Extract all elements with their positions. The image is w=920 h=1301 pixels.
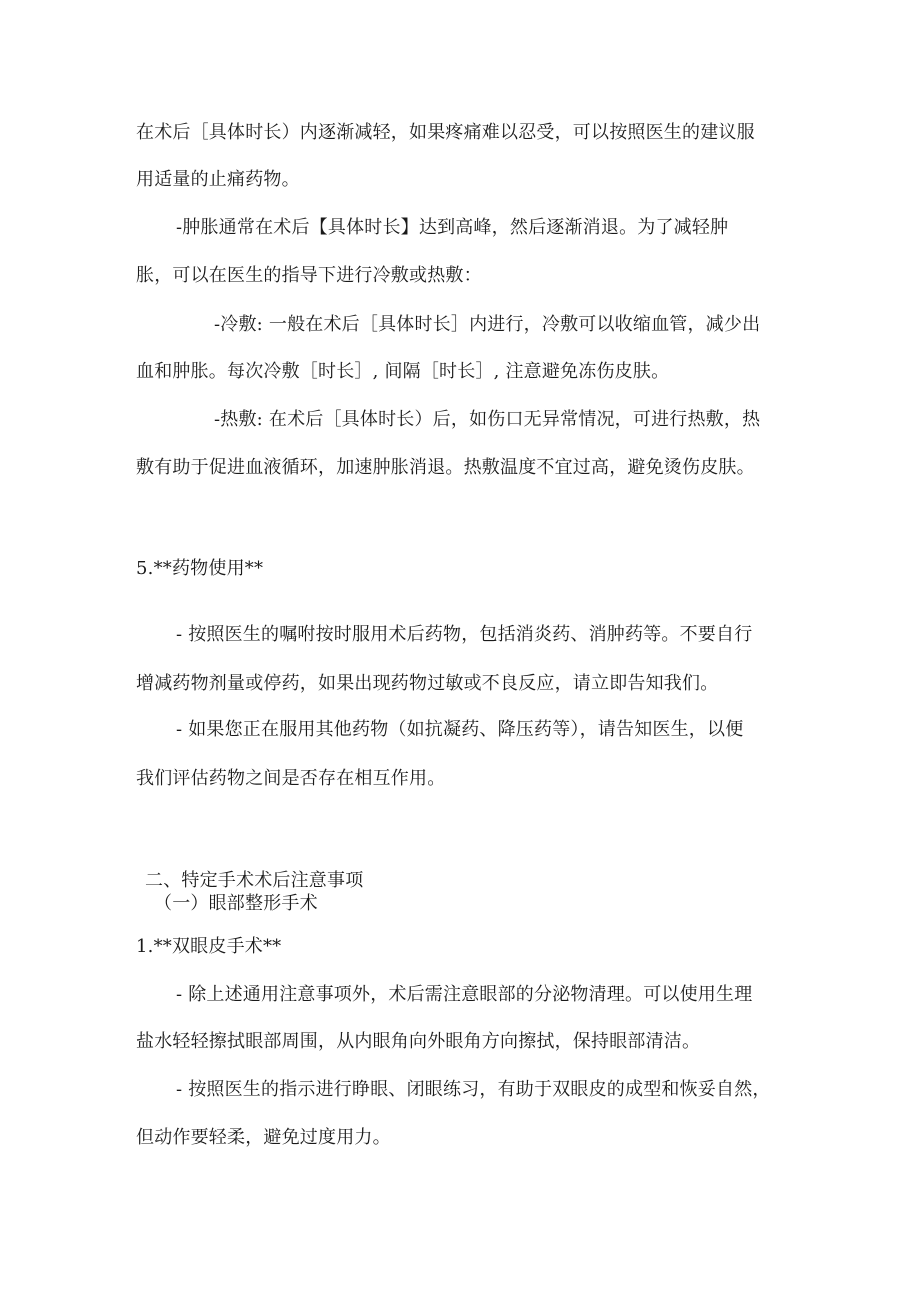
text-line-5: -冷敷: 一般在术后［具体时长］内进行，冷敷可以收缩血管，减少出 — [214, 314, 761, 335]
text-line-1: 在术后［具体时长）内逐渐减轻，如果疼痛难以忍受，可以按照医生的建议服 — [136, 122, 755, 143]
item-heading-double-eyelid: 1.**双眼皮手术** — [136, 936, 282, 957]
text-line-14: 盐水轻轻擦拭眼部周围，从内眼角向外眼角方向擦拭，保持眼部清洁。 — [136, 1031, 701, 1052]
text-line-4: 胀，可以在医生的指导下进行冷敷或热敷： — [136, 265, 482, 286]
section-heading-medication: 5.**药物使用** — [136, 558, 264, 579]
text-line-12: 我们评估药物之间是否存在相互作用。 — [136, 768, 446, 789]
text-line-16: 但动作要轻柔，避免过度用力。 — [136, 1127, 391, 1148]
text-line-6: 血和肿胀。每次冷敷［时长］, 间隔［时长］, 注意避免冻伤皮肤。 — [136, 361, 670, 382]
text-line-15: - 按照医生的指示进行睁眼、闭眼练习，有助于双眼皮的成型和恢妥自然， — [176, 1079, 771, 1100]
text-line-9: - 按照医生的嘱咐按时服用术后药物，包括消炎药、消肿药等。不要自行 — [176, 624, 753, 645]
subsection-heading-eye-surgery: （一）眼部整形手术 — [154, 893, 318, 914]
text-line-10: 增减药物剂量或停药，如果出现药物过敏或不良反应，请立即告知我们。 — [136, 673, 719, 694]
text-line-13: - 除上述通用注意事项外，术后需注意眼部的分泌物清理。可以使用生理 — [176, 984, 753, 1005]
text-line-11: - 如果您正在服用其他药物（如抗凝药、降压药等），请告知医生，以便 — [176, 719, 744, 740]
text-line-3: -肿胀通常在术后【具体时长】达到高峰，然后逐渐消退。为了减轻肿 — [176, 217, 729, 238]
text-line-8: 敷有助于促进血液循环，加速肿胀消退。热敷温度不宜过高，避免烫伤皮肤。 — [136, 457, 755, 478]
text-line-7: -热敷: 在术后［具体时长）后，如伤口无异常情况，可进行热敷，热 — [214, 409, 761, 430]
text-line-2: 用适量的止痛药物。 — [136, 169, 300, 190]
section-heading-specific-surgery: 二、特定手术术后注意事项 — [145, 870, 364, 891]
